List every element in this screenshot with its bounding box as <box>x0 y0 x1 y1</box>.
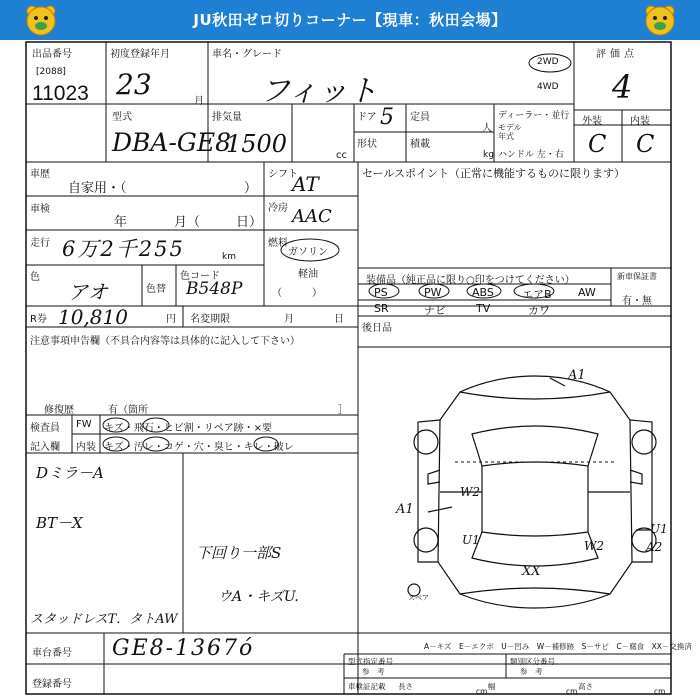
lot-number: 11023 <box>32 82 89 105</box>
height-label: 高さ <box>578 682 593 691</box>
name-change-label: 名変期限 <box>190 314 230 325</box>
aircon-value: AAC <box>292 206 332 227</box>
note-line: ウA・キズU. <box>218 589 299 605</box>
equip-tv: TV <box>476 302 491 315</box>
name-change-month: 月 <box>284 314 294 325</box>
load-label: 積載 <box>410 139 430 150</box>
car-name-label: 車名・グレード <box>212 49 282 60</box>
interior-label: 内装 <box>630 116 650 127</box>
mark-u1-right: U1 <box>650 522 668 536</box>
new-warranty-label: 新車保証書 <box>617 272 657 281</box>
equip-abs: ABS <box>472 286 494 299</box>
repair-has: 有（箇所 <box>108 405 148 416</box>
equip-pw: PW <box>424 286 442 299</box>
note-line: Dミラ－A <box>36 464 104 482</box>
fuel-label: 燃料 <box>268 238 288 249</box>
repair-label: 修復歴 <box>44 405 74 416</box>
score-label: 評価点 <box>596 49 638 60</box>
name-change-day: 日 <box>334 314 344 325</box>
shape-label: 形状 <box>357 139 377 150</box>
equipment-label: 装備品（純正品に限り○印をつけてください） <box>366 275 575 286</box>
registration-number-label: 登録番号 <box>32 679 72 690</box>
capacity-label: 定員 <box>410 112 430 123</box>
fw-label: FW <box>76 419 92 430</box>
warranty-yes-no: 有・無 <box>622 296 652 307</box>
diesel-option: 軽油 <box>298 269 318 280</box>
drive-2wd: 2WD <box>537 57 559 67</box>
shift-label: シフト <box>268 169 298 180</box>
registration-year: 23 <box>116 68 152 101</box>
color-label: 色 <box>30 272 40 283</box>
yen-label: 円 <box>166 314 176 325</box>
inspector-circles <box>100 415 350 453</box>
aircon-label: 冷房 <box>268 203 288 214</box>
note-line: スタッドレスT．タトAW <box>30 612 178 627</box>
equip-ps: PS <box>374 286 388 299</box>
note-line: 下回り一部S <box>196 544 282 562</box>
mark-xx: XX <box>522 564 541 579</box>
interior-grade: C <box>636 130 655 158</box>
door-value: 5 <box>380 105 394 130</box>
dealer-label: ディーラー・並行 <box>498 111 570 121</box>
mileage-value: 6万2千255 <box>62 237 185 261</box>
mark-u1-left: U1 <box>462 533 480 547</box>
equip-airbag: エアB <box>522 288 552 301</box>
exterior-grade: C <box>588 130 607 158</box>
drive-4wd: 4WD <box>537 82 559 92</box>
displacement-label: 排気量 <box>212 112 242 123</box>
repair-bracket: ］ <box>338 405 348 416</box>
mark-a1-top: A1 <box>568 368 586 383</box>
width-unit: cm <box>566 687 578 696</box>
color-swap-label: 色替 <box>146 284 166 295</box>
displacement-value: 1500 <box>226 130 288 158</box>
month-label: 月 <box>194 96 204 107</box>
sales-point-label: セールスポイント（正常に機能するものに限ります） <box>362 167 626 180</box>
mark-w2-right: W2 <box>584 539 604 553</box>
fw-options: キズ・飛石・ヒビ割・リペア跡・×要 <box>104 423 272 434</box>
equip-aw: AW <box>578 286 596 299</box>
mark-a2-right: A2 <box>646 540 663 554</box>
history-label: 車歴 <box>30 169 50 180</box>
equip-sr: SR <box>374 302 389 315</box>
color-code-label: 色コード <box>180 271 220 282</box>
height-unit: cm <box>654 687 666 696</box>
inspection-year-label: 年 <box>114 215 128 230</box>
cc-label: cc <box>336 150 347 161</box>
color-code-value: B548P <box>186 279 243 299</box>
mark-w2-left: W2 <box>460 485 480 499</box>
fuel-other: （ ） <box>272 288 322 299</box>
r-ticket-value: 10,810 <box>58 305 128 329</box>
page-title: JU秋田ゼロ切りコーナー【現車：秋田会場】 <box>193 11 507 29</box>
equipment-circles <box>362 283 612 301</box>
model-value: DBA-GE8 <box>112 128 232 157</box>
interior-row-label: 内装 <box>76 442 96 453</box>
damage-legend: A－キズ E－エクボ U－凹み W－補修跡 S－サビ C－腐食 XX－交換済 <box>424 642 692 651</box>
interior-options: キズ・汚レ・コゲ・穴・臭ヒ・キレ・破レ <box>104 442 294 453</box>
mileage-label: 走行 <box>30 238 50 249</box>
door-label: ドア <box>357 112 377 123</box>
handle-label: ハンドル 左・右 <box>498 150 564 160</box>
shift-value: AT <box>292 172 319 196</box>
model-label: 型式 <box>112 112 132 123</box>
spare-label: スペア <box>408 594 429 602</box>
equip-navi: ナビ <box>424 304 446 317</box>
reference-label: 参 考 <box>362 667 385 676</box>
inspection-day-label: 日） <box>236 215 263 230</box>
width-label: 幅 <box>488 682 496 691</box>
type-class-label: 類別区分番号 <box>510 657 555 666</box>
car-check-label: 車検証記載 <box>348 682 386 691</box>
model-year-label: モデル年式 <box>498 123 522 141</box>
length-label: 長さ <box>398 682 413 691</box>
equip-leather: カワ <box>528 304 550 317</box>
chassis-number: GE8-1367ó <box>112 636 255 661</box>
color-value: アオ <box>68 280 108 304</box>
length-unit: cm <box>476 687 488 696</box>
note-line: BT－X <box>36 514 83 532</box>
options-after-label: 後日品 <box>362 323 392 334</box>
car-name: フィット <box>260 74 378 109</box>
score-value: 4 <box>612 68 633 106</box>
mark-a1-left: A1 <box>396 502 414 517</box>
paren-close: ） <box>244 181 258 196</box>
chassis-number-label: 車台番号 <box>32 648 72 659</box>
person-label: 人 <box>482 123 492 134</box>
inspection-month-label: 月（ <box>174 215 201 230</box>
notice-label: 注意事項申告欄（不具合内容等は具体的に記入して下さい） <box>30 336 300 347</box>
type-cert-label: 型式指定番号 <box>348 657 393 666</box>
km-label: km <box>222 252 236 262</box>
kg-label: kg <box>483 150 494 160</box>
private-use: 自家用・（ <box>68 181 127 196</box>
lot-prefix: [2088] <box>36 67 66 77</box>
exterior-label: 外装 <box>582 116 602 127</box>
first-registration-label: 初度登録年月 <box>110 49 170 60</box>
gasoline-option: ガソリン <box>288 247 328 258</box>
entry-field-label: 記入欄 <box>30 442 60 453</box>
inspector-label: 検査員 <box>30 423 60 434</box>
inspection-label: 車検 <box>30 204 50 215</box>
r-ticket-label: R券 <box>30 314 47 325</box>
reference-label-2: 参 考 <box>520 667 543 676</box>
lot-number-label: 出品番号 <box>32 49 72 60</box>
